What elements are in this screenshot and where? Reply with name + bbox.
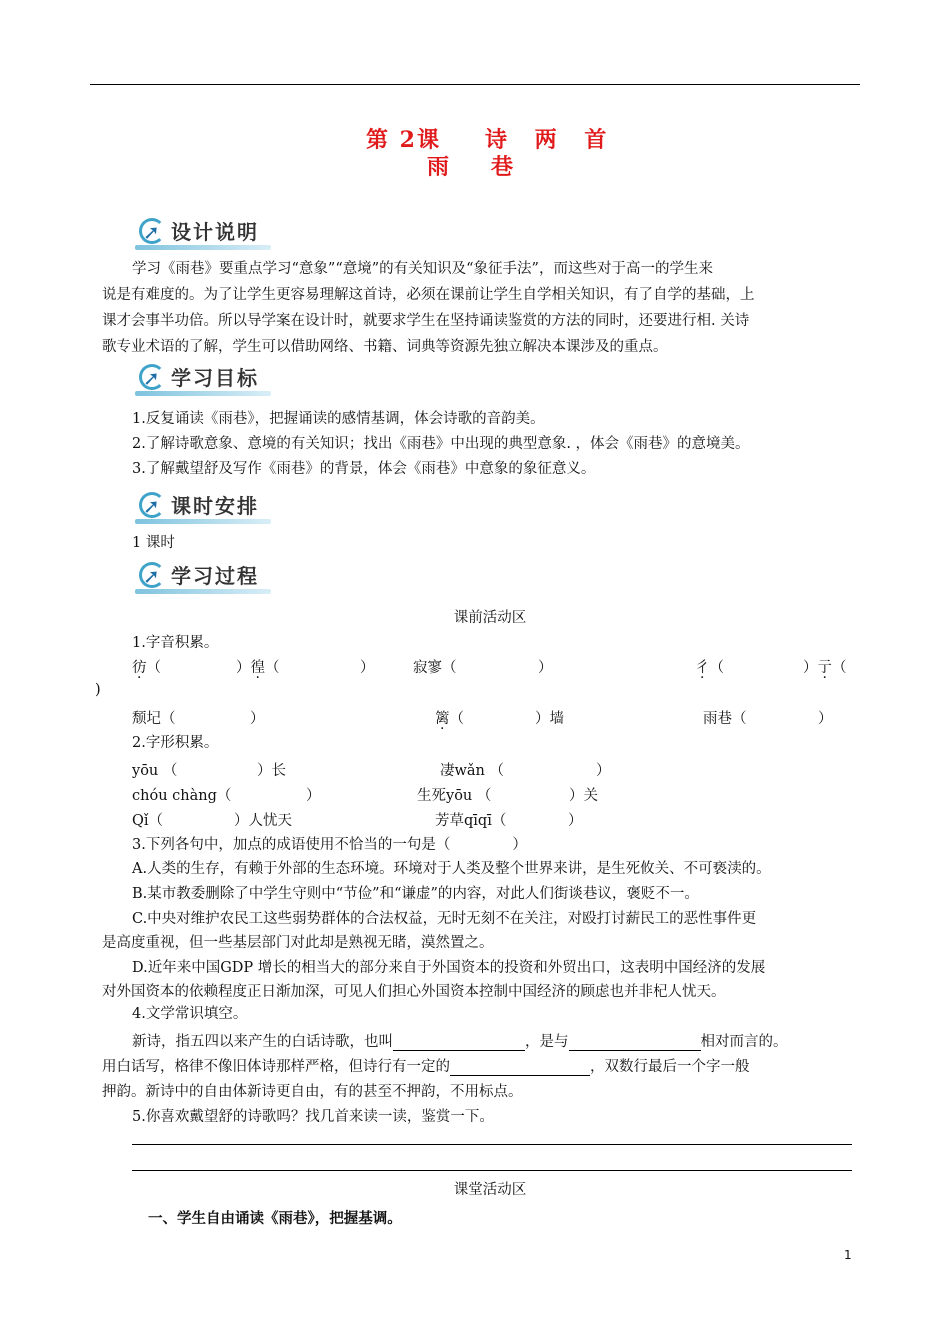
option-b: B.某市教委删除了中学生守则中“节俭”和“谦虚”的内容，对此人们街谈巷议，褒贬不一。 <box>132 886 699 902</box>
question-2: 2.字形积累。 <box>132 735 219 751</box>
answer-line <box>132 1170 852 1171</box>
form-item: Qǐ（ <box>132 813 164 829</box>
lesson-topic: 诗 两 首 <box>485 127 617 153</box>
design-line-3: 课才会事半功倍。所以导学案在设计时，就要求学生在坚持诵读鉴赏的方法的同时，还要进行相. 关诗 <box>102 313 750 329</box>
pron-item: 颓圮（ <box>132 711 176 727</box>
section-badge-process <box>135 558 271 590</box>
pron-tail: ) <box>95 682 101 698</box>
section-badge-goals <box>135 360 271 392</box>
top-rule <box>90 84 860 85</box>
pencil-arrow-icon: ➚ <box>135 361 169 391</box>
in-class-heading: 课堂活动区 <box>453 1182 527 1198</box>
pron-item: 雨巷（ <box>703 711 747 727</box>
fill-line-2: 用白话写，格律不像旧体诗那样严格，但诗行有一定的 ，双数行最后一个字一般 <box>102 1059 750 1075</box>
pron-item: ）亍（ <box>803 660 847 676</box>
option-c-line1: C.中央对维护农民工这些弱势群体的合法权益，无时无刻不在关注，对殴打讨薪民工的恶性事件更 <box>132 911 757 927</box>
lesson-number: 第 2课 <box>366 127 441 153</box>
goal-item: 2.了解诗歌意象、意境的有关知识；找出《雨巷》中出现的典型意象. ，体会《雨巷》的意境美。 <box>132 436 750 452</box>
pron-close: ） <box>538 660 553 676</box>
answer-line <box>132 1144 852 1145</box>
form-item: ）关 <box>569 788 598 804</box>
form-item: ）人忧天 <box>234 813 292 829</box>
option-a: A.人类的生存，有赖于外部的生态环境。环境对于人类及整个世界来讲，是生死攸关、不可亵渎的。 <box>132 861 771 877</box>
design-line-4: 歌专业术语的了解，学生可以借助网络、书籍、词典等资源先独立解决本课涉及的重点。 <box>102 339 668 355</box>
poem-title: 雨 巷 <box>427 154 516 180</box>
form-close: ） <box>568 813 583 829</box>
pron-item: 彳（ <box>695 660 724 676</box>
goal-item: 3.了解戴望舒及写作《雨巷》的背景，体会《雨巷》中意象的象征意义。 <box>132 461 596 477</box>
pron-close: ） <box>360 660 375 676</box>
pencil-arrow-icon: ➚ <box>135 215 169 245</box>
pencil-arrow-icon: ➚ <box>135 559 169 589</box>
pron-item: 彷（ <box>132 660 161 676</box>
pron-item: 篱（ <box>435 711 464 727</box>
in-class-item-1: 一、学生自由诵读《雨巷》，把握基调。 <box>148 1210 402 1227</box>
design-paragraph: 学习《雨巷》要重点学习“意象”“意境”的有关知识及“象征手法”，而这些对于高一的学生来 <box>132 261 713 277</box>
fill-line-1: 新诗，指五四以来产生的白话诗歌，也叫 ，是与 相对而言的。 <box>132 1034 788 1050</box>
pencil-arrow-icon: ➚ <box>135 489 169 519</box>
section-title: 设计说明 <box>171 219 259 244</box>
form-item: 生死yōu （ <box>417 788 492 804</box>
option-d-line1: D.近年来中国GDP 增长的相当大的部分来自于外国资本的投资和外贸出口，这表明中国经济的发展 <box>132 960 766 976</box>
pron-close: ） <box>818 711 833 727</box>
form-item: yōu （ <box>132 763 178 779</box>
fill-line-3: 押韵。新诗中的自由体新诗更自由，有的甚至不押韵，不用标点。 <box>102 1084 523 1100</box>
question-3: 3.下列各句中，加点的成语使用不恰当的一句是（ ） <box>132 837 527 853</box>
form-item: ）长 <box>257 763 286 779</box>
form-close: ） <box>306 788 321 804</box>
page-number: 1 <box>844 1248 852 1262</box>
form-item: chóu chàng（ <box>132 788 232 804</box>
form-close: ） <box>596 763 611 779</box>
pron-item: ）墙 <box>535 711 564 727</box>
pron-item: ）徨（ <box>236 660 280 676</box>
design-line-2: 说是有难度的。为了让学生更容易理解这首诗，必须在课前让学生自学相关知识，有了自学的基础，上 <box>102 287 755 303</box>
section-badge-schedule <box>135 488 271 520</box>
section-badge-design <box>135 214 271 246</box>
section-title: 学习目标 <box>171 365 259 390</box>
section-title: 课时安排 <box>171 493 259 518</box>
schedule-text: 1 课时 <box>132 535 175 551</box>
option-d-line2: 对外国资本的依赖程度正日渐加深，可见人们担心外国资本控制中国经济的顾虑也并非杞人忧天。 <box>102 984 726 1000</box>
option-c-line2: 是高度重视，但一些基层部门对此却是熟视无睹，漠然置之。 <box>102 935 494 951</box>
goal-item: 1.反复诵读《雨巷》，把握诵读的感情基调，体会诗歌的音韵美。 <box>132 411 545 427</box>
pron-close: ） <box>250 711 265 727</box>
form-item: 芳草qīqī（ <box>435 813 507 829</box>
pre-class-heading: 课前活动区 <box>453 610 527 626</box>
question-4: 4.文学常识填空。 <box>132 1006 248 1022</box>
form-item: 凄wǎn （ <box>440 763 505 779</box>
question-1: 1.字音积累。 <box>132 635 219 651</box>
section-title: 学习过程 <box>171 563 259 588</box>
question-5: 5.你喜欢戴望舒的诗歌吗？找几首来读一读，鉴赏一下。 <box>132 1109 494 1125</box>
pron-item: 寂寥（ <box>413 660 457 676</box>
